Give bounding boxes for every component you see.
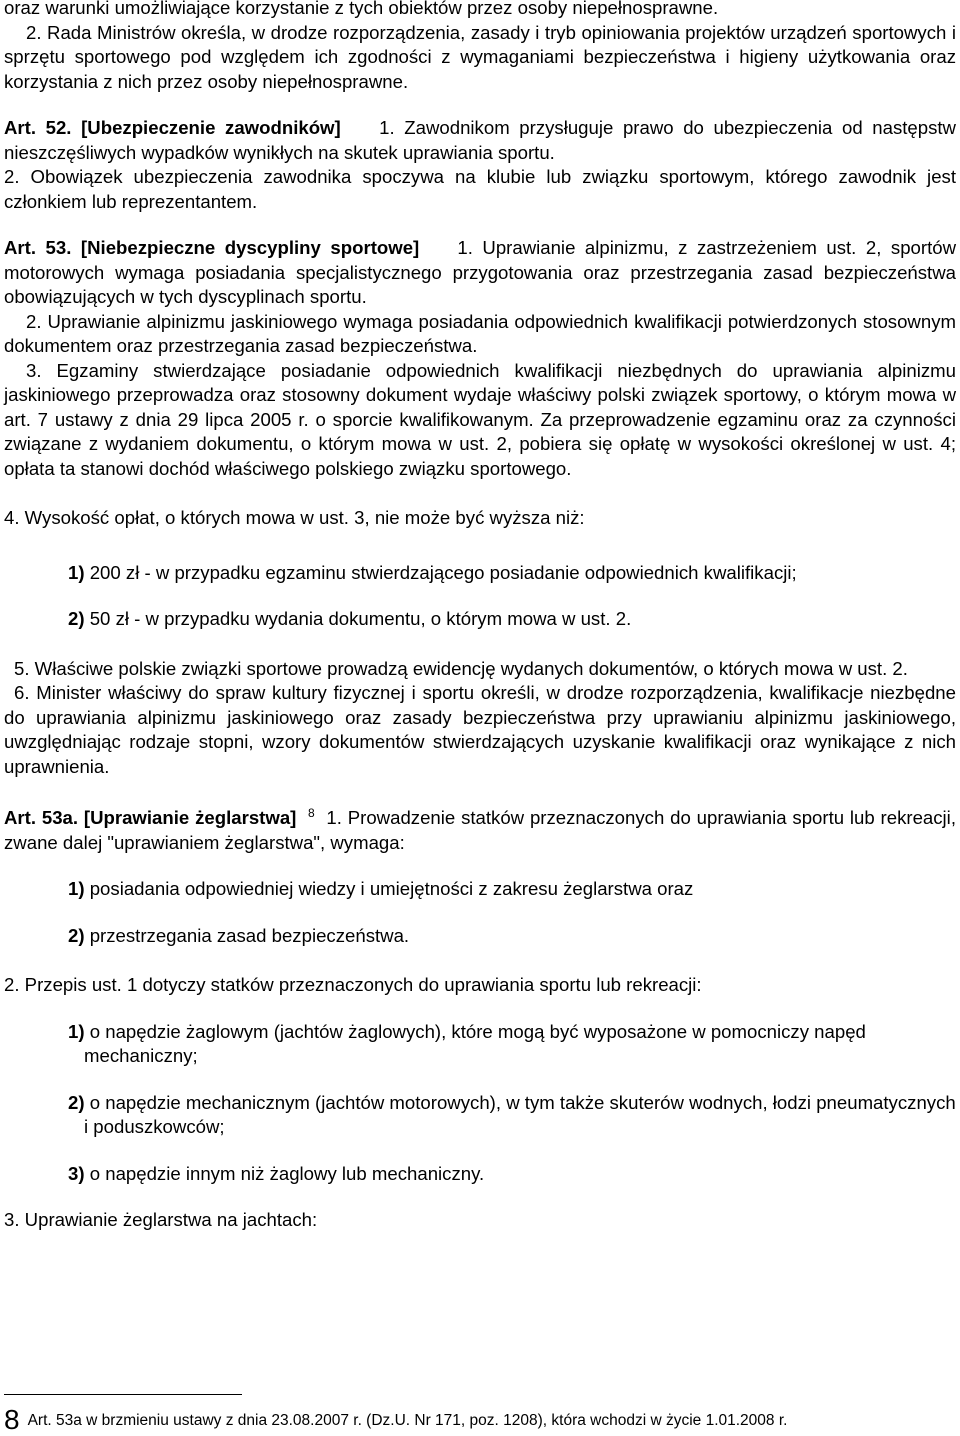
list-text: posiadania odpowiedniej wiedzy i umiejętności z zakresu żeglarstwa oraz xyxy=(89,878,694,900)
list-text: o napędzie mechanicznym (jachtów motorowych), w tym także skuterów wodnych, łodzi pneumatycznych i poduszkowców; xyxy=(84,1091,956,1138)
art53-p1-text: 1. Uprawianie alpinizmu, z zastrzeżeniem ust. 2, sportów motorowych wymaga posiadania specjalistycznego przygotowania oraz przestrzegania zasad bezpieczeństwa obowiązujących w tych dyscyplinach sportu. xyxy=(4,237,957,307)
art53-p3: 3. Egzaminy stwierdzające posiadanie odpowiednich kwalifikacji niezbędnych do uprawiania alpinizmu jaskiniowego przeprowadza oraz stosowny dokument wydaje właściwy polski związek sportowy, o którym mowa w art. 7 ustawy z dnia 29 lipca 2005 r. o sporcie kwalifikowanym. Za przeprowadzenie egzaminu oraz za czynności związane z wydaniem dokumentu, o którym mowa w ust. 2, pobiera się opłatę w wysokości określonej w ust. 4; opłata ta stanowi dochód właściwego polskiego związku sportowego. xyxy=(4,359,956,479)
art53-p1 xyxy=(4,236,956,310)
art53a-p2: 2. Przepis ust. 1 dotyczy statków przeznaczonych do uprawiania sportu lub rekreacji: xyxy=(4,974,702,996)
paragraph-intro-1: oraz warunki umożliwiające korzystanie z tych obiektów przez osoby niepełnosprawne. xyxy=(4,0,719,18)
art53-p4: 4. Wysokość opłat, o których mowa w ust. 3, nie może być wyższa niż: xyxy=(4,507,585,528)
art53-p4-item-2 xyxy=(68,607,956,632)
art53a-p1-item-1 xyxy=(68,877,956,902)
art53-p6: 6. Minister właściwy do spraw kultury fizycznej i sportu określi, w drodze rozporządzenia, kwalifikacje niezbędne do uprawiania alpinizmu jaskiniowego oraz zasady bezpieczeństwa przy uprawianiu alpinizmu jaskiniowego, uwzględniając rodzaje stopni, wzory dokumentów stwierdzających uzyskanie kwalifikacji oraz wynikające z nich uprawnienia. xyxy=(4,682,956,777)
art53-p2: 2. Uprawianie alpinizmu jaskiniowego wymaga posiadania odpowiednich kwalifikacji potwierdzonych stosownym dokumentem oraz przestrzegania zasad bezpieczeństwa. xyxy=(4,310,956,356)
art53a-heading: Art. 53a. [Uprawianie żeglarstwa] xyxy=(4,807,297,829)
list-text: 200 zł - w przypadku egzaminu stwierdzającego posiadanie odpowiednich kwalifikacji; xyxy=(89,561,797,583)
art52-heading: Art. 52. [Ubezpieczenie zawodników] xyxy=(4,117,341,138)
art52-p1 xyxy=(4,116,956,165)
paragraph-intro-2: 2. Rada Ministrów określa, w drodze rozporządzenia, zasady i tryb opiniowania projektów urządzeń sportowych i sprzętu sportowego pod względem ich zgodności z wymaganiami bezpieczeństwa i higieny użytkowania oraz korzystania z nich przez osoby niepełnosprawne. xyxy=(4,21,956,92)
list-number: 2) xyxy=(68,924,85,946)
list-text: o napędzie żaglowym (jachtów żaglowych), które mogą być wyposażone w pomocniczy napęd mechaniczny; xyxy=(84,1020,866,1067)
list-number: 2) xyxy=(68,1091,85,1113)
document-page xyxy=(4,0,956,1233)
footnote xyxy=(4,1404,956,1436)
list-number: 2) xyxy=(68,608,85,629)
art53-p5: 5. Właściwe polskie związki sportowe prowadzą ewidencję wydanych dokumentów, o których mowa w ust. 2. xyxy=(14,657,908,679)
footnote-text: Art. 53a w brzmieniu ustawy z dnia 23.08.2007 r. (Dz.U. Nr 171, poz. 1208), która wchodzi w życie 1.01.2008 r. xyxy=(27,1411,788,1429)
list-text: o napędzie innym niż żaglowy lub mechaniczny. xyxy=(89,1162,485,1184)
list-number: 3) xyxy=(68,1162,85,1184)
footnote-ref[interactable]: 8 xyxy=(308,806,315,820)
list-number: 1) xyxy=(68,1020,85,1042)
art52-p1-text: 1. Zawodnikom przysługuje prawo do ubezpieczenia od następstw nieszczęśliwych wypadków wynikłych na skutek uprawiania sportu. xyxy=(4,117,956,163)
art52-p2: 2. Obowiązek ubezpieczenia zawodnika spoczywa na klubie lub związku sportowym, którego zawodnik jest członkiem lub reprezentantem. xyxy=(4,166,956,212)
list-text: przestrzegania zasad bezpieczeństwa. xyxy=(89,924,410,946)
art53a-p2-item-3 xyxy=(68,1162,956,1187)
art53a-p3: 3. Uprawianie żeglarstwa na jachtach: xyxy=(4,1209,318,1231)
footnote-separator xyxy=(4,1394,242,1395)
art53a-p2-item-2 xyxy=(68,1091,956,1140)
art53a-p2-item-1 xyxy=(68,1020,956,1069)
art53-p4-item-1 xyxy=(68,561,956,586)
art53-heading: Art. 53. [Niebezpieczne dyscypliny sportowe] xyxy=(4,237,420,258)
list-number: 1) xyxy=(68,561,85,583)
art53a-p1-item-2 xyxy=(68,924,956,949)
list-text: 50 zł - w przypadku wydania dokumentu, o którym mowa w ust. 2. xyxy=(89,608,632,629)
footnote-mark: 8 xyxy=(4,1404,20,1435)
list-number: 1) xyxy=(68,878,85,900)
art53a-p1-text: 1. Prowadzenie statków przeznaczonych do uprawiania sportu lub rekreacji, zwane dalej "uprawianiem żeglarstwa", wymaga: xyxy=(4,807,956,853)
art53a-p1 xyxy=(4,801,956,855)
